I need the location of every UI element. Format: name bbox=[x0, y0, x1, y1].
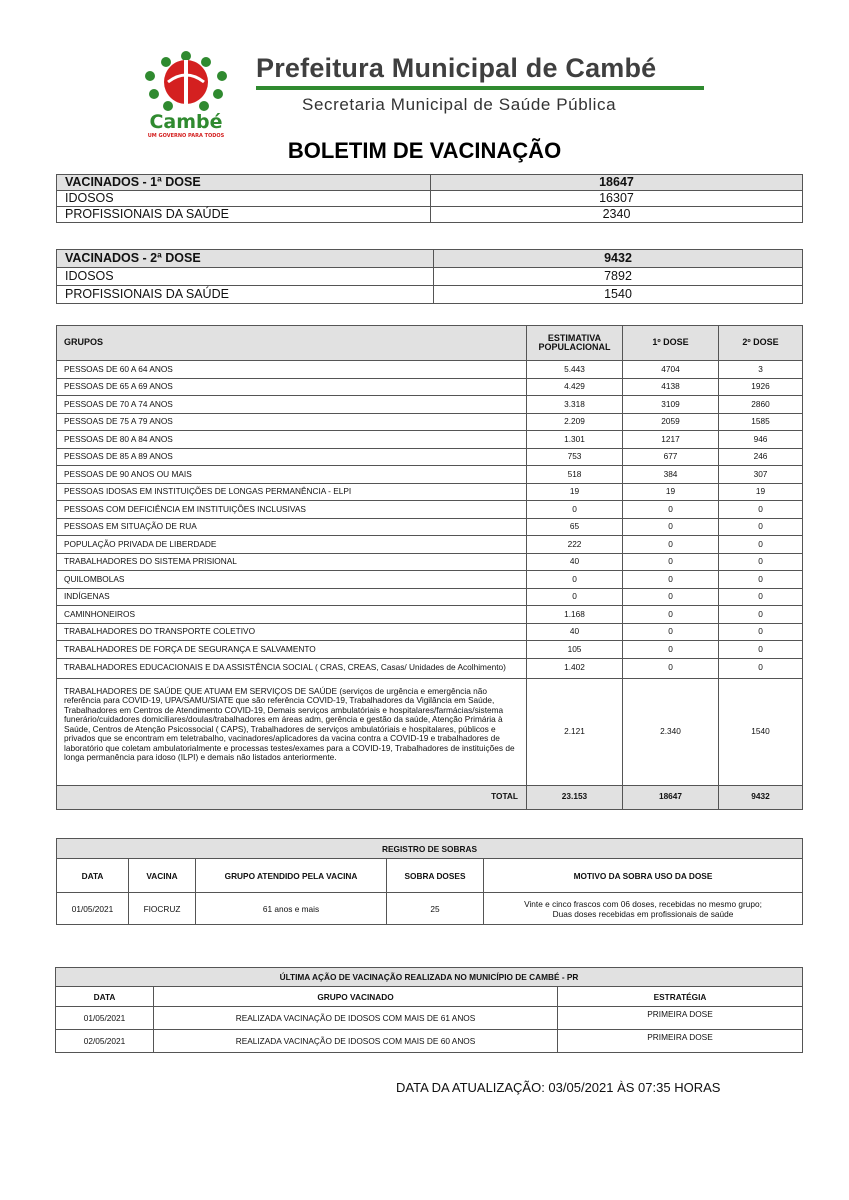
group-name: PESSOAS DE 60 A 64 ANOS bbox=[57, 361, 527, 379]
dose2-header-row bbox=[57, 250, 803, 268]
department-subtitle: Secretaria Municipal de Saúde Pública bbox=[302, 95, 617, 114]
total-dose2: 9432 bbox=[719, 785, 803, 809]
group-name: PESSOAS IDOSAS EM INSTITUIÇÕES DE LONGAS PERMANÊNCIA - ELPI bbox=[57, 483, 527, 501]
group-name: POPULAÇÃO PRIVADA DE LIBERDADE bbox=[57, 536, 527, 554]
col-header-vaccine: VACINA bbox=[129, 859, 196, 893]
col-header-date: DATA bbox=[56, 987, 154, 1007]
table-header-row bbox=[57, 859, 803, 893]
table-row bbox=[57, 431, 803, 449]
leftover-reason bbox=[484, 893, 803, 925]
dose2-row-value: 7892 bbox=[434, 268, 803, 286]
update-timestamp: DATA DA ATUALIZAÇÃO: 03/05/2021 ÀS 07:35 HORAS bbox=[396, 1080, 721, 1095]
table-row bbox=[57, 518, 803, 536]
col-header-group: GRUPO VACINADO bbox=[154, 987, 558, 1007]
col-header-groups: GRUPOS bbox=[57, 326, 527, 361]
group-name: TRABALHADORES DE SAÚDE QUE ATUAM EM SERVIÇOS DE SAÚDE (serviços de urgência e emergência não referência para COVID-19, UPA/SAMU/SIATE que são referência COVID-19, Trabalhadores da Vigilância em Saúde, Trabalhadores em Centros de Atendimento COVID-19, Demais serviços ambulatóriais e hospitalares/farmácias/sistema funerário/cuidadores domiciliares/doulas/trabalhadores em áreas adm, gerência e gestão da saúde, Atenção Primária à Saúde, Centros de Atenção Psicossocial ( CAPS), Trabalhadores de serviços ambulatóriais e hospitalares, públicos e privados que se encontram em teletrabalho, vacinadores/aplicadores da vacina contra a COVID-19 e trabalhadores de laboratório que coletam ambulatorialmente e processas testes/exames para a COVID-19, Trabalhadores de instituições de longa permanência para idoso (ILPI) e demais não listados anteriormente. bbox=[57, 678, 527, 785]
leftover-reason-line: Duas doses recebidas em profissionais de saúde bbox=[552, 908, 734, 919]
group-dose2: 946 bbox=[719, 431, 803, 449]
group-dose1: 2059 bbox=[623, 413, 719, 431]
group-dose2: 0 bbox=[719, 536, 803, 554]
group-name: PESSOAS DE 65 A 69 ANOS bbox=[57, 378, 527, 396]
group-dose2: 0 bbox=[719, 518, 803, 536]
group-dose2: 0 bbox=[719, 623, 803, 641]
dose1-summary-table bbox=[56, 174, 803, 223]
table-row bbox=[56, 1007, 803, 1030]
group-name: TRABALHADORES DO SISTEMA PRISIONAL bbox=[57, 553, 527, 571]
col-header-group: GRUPO ATENDIDO PELA VACINA bbox=[196, 859, 387, 893]
title-divider bbox=[256, 86, 704, 90]
total-label: TOTAL bbox=[57, 785, 527, 809]
group-name: TRABALHADORES DO TRANSPORTE COLETIVO bbox=[57, 623, 527, 641]
group-estimate: 1.402 bbox=[527, 658, 623, 678]
group-estimate: 40 bbox=[527, 553, 623, 571]
col-header-dose2: 2º DOSE bbox=[719, 326, 803, 361]
group-dose2: 19 bbox=[719, 483, 803, 501]
col-header-estimate: ESTIMATIVA POPULACIONAL bbox=[527, 326, 623, 361]
col-header-leftover: SOBRA DOSES bbox=[387, 859, 484, 893]
dose1-label: VACINADOS - 1ª DOSE bbox=[57, 175, 431, 191]
col-header-reason: MOTIVO DA SOBRA USO DA DOSE bbox=[484, 859, 803, 893]
table-row bbox=[57, 483, 803, 501]
group-estimate: 0 bbox=[527, 501, 623, 519]
table-header-row bbox=[56, 987, 803, 1007]
action-date: 01/05/2021 bbox=[56, 1007, 154, 1030]
total-estimate: 23.153 bbox=[527, 785, 623, 809]
group-name: CAMINHONEIROS bbox=[57, 606, 527, 624]
group-dose2: 0 bbox=[719, 588, 803, 606]
group-estimate: 753 bbox=[527, 448, 623, 466]
group-dose2: 0 bbox=[719, 606, 803, 624]
table-row bbox=[57, 536, 803, 554]
total-dose1: 18647 bbox=[623, 785, 719, 809]
table-row bbox=[57, 268, 803, 286]
last-action-table bbox=[55, 967, 803, 1053]
group-estimate: 40 bbox=[527, 623, 623, 641]
group-name: PESSOAS DE 85 A 89 ANOS bbox=[57, 448, 527, 466]
table-row bbox=[57, 413, 803, 431]
group-estimate: 3.318 bbox=[527, 396, 623, 414]
group-estimate: 2.121 bbox=[527, 678, 623, 785]
group-dose2: 0 bbox=[719, 553, 803, 571]
group-dose1: 2.340 bbox=[623, 678, 719, 785]
group-estimate: 2.209 bbox=[527, 413, 623, 431]
group-name: PESSOAS DE 80 A 84 ANOS bbox=[57, 431, 527, 449]
table-row bbox=[57, 466, 803, 484]
table-caption-row bbox=[57, 839, 803, 859]
groups-header-row bbox=[57, 326, 803, 361]
group-dose1: 0 bbox=[623, 623, 719, 641]
table-row bbox=[57, 893, 803, 925]
col-header-strategy: ESTRATÉGIA bbox=[558, 987, 803, 1007]
table-row bbox=[57, 606, 803, 624]
leftover-vaccine: FIOCRUZ bbox=[129, 893, 196, 925]
col-header-date: DATA bbox=[57, 859, 129, 893]
leftover-date: 01/05/2021 bbox=[57, 893, 129, 925]
group-name: TRABALHADORES EDUCACIONAIS E DA ASSISTÊNCIA SOCIAL ( CRAS, CREAS, Casas/ Unidades de Acolhimento) bbox=[57, 658, 527, 678]
group-estimate: 5.443 bbox=[527, 361, 623, 379]
dose1-total: 18647 bbox=[431, 175, 803, 191]
group-dose2: 0 bbox=[719, 641, 803, 659]
table-row bbox=[57, 378, 803, 396]
dose2-summary-table bbox=[56, 249, 803, 304]
dose2-row-label: PROFISSIONAIS DA SAÚDE bbox=[57, 286, 434, 304]
group-dose1: 0 bbox=[623, 553, 719, 571]
group-dose2: 0 bbox=[719, 658, 803, 678]
group-dose1: 4138 bbox=[623, 378, 719, 396]
table-row bbox=[56, 1030, 803, 1053]
group-dose1: 1217 bbox=[623, 431, 719, 449]
group-dose1: 4704 bbox=[623, 361, 719, 379]
group-dose2: 307 bbox=[719, 466, 803, 484]
group-estimate: 222 bbox=[527, 536, 623, 554]
leftover-group: 61 anos e mais bbox=[196, 893, 387, 925]
logo-wordmark: Cambé bbox=[149, 111, 223, 133]
table-row bbox=[57, 361, 803, 379]
dose1-row-value: 2340 bbox=[431, 207, 803, 223]
group-estimate: 0 bbox=[527, 571, 623, 589]
group-dose1: 3109 bbox=[623, 396, 719, 414]
group-name: PESSOAS DE 75 A 79 ANOS bbox=[57, 413, 527, 431]
dose1-row-value: 16307 bbox=[431, 191, 803, 207]
group-estimate: 65 bbox=[527, 518, 623, 536]
municipality-title: Prefeitura Municipal de Cambé bbox=[256, 53, 657, 83]
group-dose2: 2860 bbox=[719, 396, 803, 414]
action-group: REALIZADA VACINAÇÃO DE IDOSOS COM MAIS DE 60 ANOS bbox=[154, 1030, 558, 1053]
table-row bbox=[57, 641, 803, 659]
table-caption-row bbox=[56, 968, 803, 987]
group-estimate: 518 bbox=[527, 466, 623, 484]
group-dose1: 0 bbox=[623, 571, 719, 589]
table-row bbox=[57, 553, 803, 571]
table-row bbox=[57, 191, 803, 207]
table-row bbox=[57, 571, 803, 589]
table-row bbox=[57, 207, 803, 223]
group-dose1: 677 bbox=[623, 448, 719, 466]
group-dose2: 1585 bbox=[719, 413, 803, 431]
cambe-logo bbox=[138, 48, 234, 140]
dose2-total: 9432 bbox=[434, 250, 803, 268]
group-estimate: 19 bbox=[527, 483, 623, 501]
last-action-caption: ÚLTIMA AÇÃO DE VACINAÇÃO REALIZADA NO MUNICÍPIO DE CAMBÉ - PR bbox=[56, 968, 803, 987]
leftover-reason-line: Vinte e cinco frascos com 06 doses, recebidas no mesmo grupo; bbox=[524, 898, 762, 909]
leftover-caption: REGISTRO DE SOBRAS bbox=[57, 839, 803, 859]
group-dose2: 1540 bbox=[719, 678, 803, 785]
group-dose1: 0 bbox=[623, 658, 719, 678]
table-row bbox=[57, 501, 803, 519]
dose1-row-label: IDOSOS bbox=[57, 191, 431, 207]
group-dose1: 0 bbox=[623, 501, 719, 519]
group-dose1: 384 bbox=[623, 466, 719, 484]
group-name: PESSOAS COM DEFICIÊNCIA EM INSTITUIÇÕES INCLUSIVAS bbox=[57, 501, 527, 519]
group-dose1: 0 bbox=[623, 641, 719, 659]
table-row bbox=[57, 448, 803, 466]
table-row bbox=[57, 396, 803, 414]
group-name: PESSOAS DE 90 ANOS OU MAIS bbox=[57, 466, 527, 484]
group-name: INDÍGENAS bbox=[57, 588, 527, 606]
group-estimate: 0 bbox=[527, 588, 623, 606]
table-row bbox=[57, 588, 803, 606]
group-name: PESSOAS DE 70 A 74 ANOS bbox=[57, 396, 527, 414]
group-estimate: 1.168 bbox=[527, 606, 623, 624]
action-group: REALIZADA VACINAÇÃO DE IDOSOS COM MAIS DE 61 ANOS bbox=[154, 1007, 558, 1030]
table-row bbox=[57, 286, 803, 304]
group-dose1: 0 bbox=[623, 606, 719, 624]
table-row bbox=[57, 658, 803, 678]
group-dose2: 3 bbox=[719, 361, 803, 379]
group-dose2: 0 bbox=[719, 571, 803, 589]
group-dose2: 0 bbox=[719, 501, 803, 519]
group-estimate: 1.301 bbox=[527, 431, 623, 449]
table-row bbox=[57, 623, 803, 641]
group-name: QUILOMBOLAS bbox=[57, 571, 527, 589]
dose2-label: VACINADOS - 2ª DOSE bbox=[57, 250, 434, 268]
total-row bbox=[57, 785, 803, 809]
table-row bbox=[57, 678, 803, 785]
dose1-row-label: PROFISSIONAIS DA SAÚDE bbox=[57, 207, 431, 223]
logo-tagline: UM GOVERNO PARA TODOS bbox=[147, 133, 225, 139]
group-name: TRABALHADORES DE FORÇA DE SEGURANÇA E SALVAMENTO bbox=[57, 641, 527, 659]
leftover-doses-table bbox=[56, 838, 803, 925]
col-header-dose1: 1º DOSE bbox=[623, 326, 719, 361]
action-date: 02/05/2021 bbox=[56, 1030, 154, 1053]
group-dose2: 1926 bbox=[719, 378, 803, 396]
group-dose2: 246 bbox=[719, 448, 803, 466]
dose1-header-row bbox=[57, 175, 803, 191]
group-name: PESSOAS EM SITUAÇÃO DE RUA bbox=[57, 518, 527, 536]
dose2-row-label: IDOSOS bbox=[57, 268, 434, 286]
page-title: BOLETIM DE VACINAÇÃO bbox=[287, 138, 562, 163]
group-estimate: 105 bbox=[527, 641, 623, 659]
leftover-count: 25 bbox=[387, 893, 484, 925]
group-estimate: 4.429 bbox=[527, 378, 623, 396]
groups-table bbox=[56, 325, 803, 810]
group-dose1: 19 bbox=[623, 483, 719, 501]
action-strategy: PRIMEIRA DOSE bbox=[558, 1030, 803, 1053]
dose2-row-value: 1540 bbox=[434, 286, 803, 304]
group-dose1: 0 bbox=[623, 588, 719, 606]
group-dose1: 0 bbox=[623, 518, 719, 536]
action-strategy: PRIMEIRA DOSE bbox=[558, 1007, 803, 1030]
group-dose1: 0 bbox=[623, 536, 719, 554]
